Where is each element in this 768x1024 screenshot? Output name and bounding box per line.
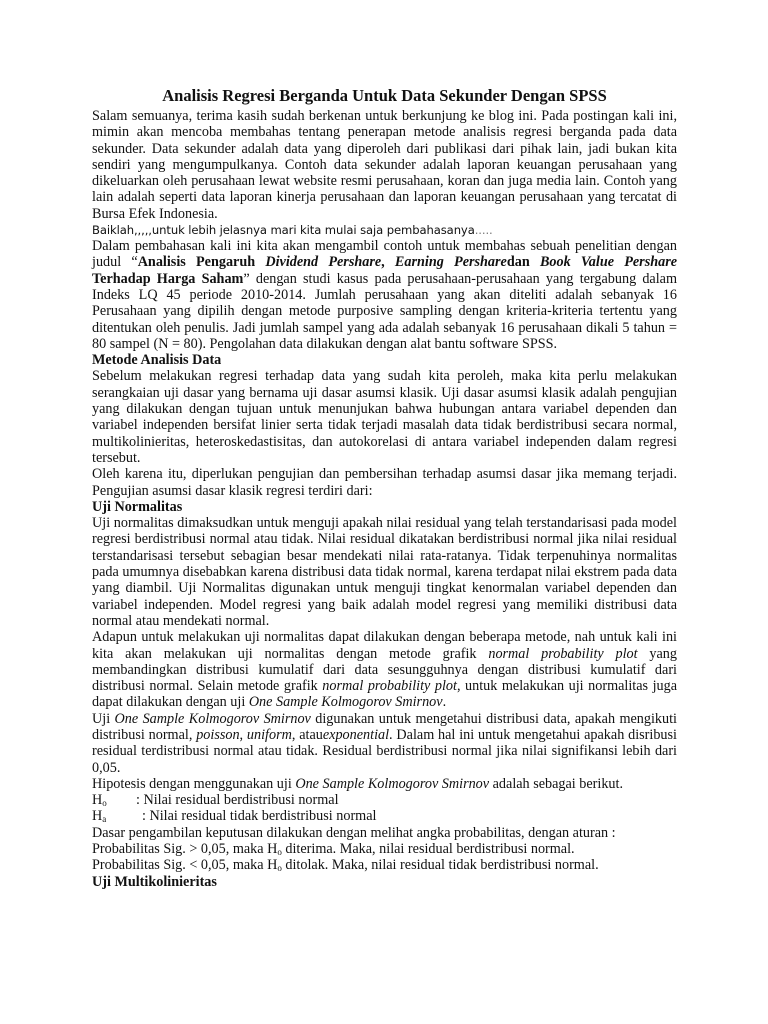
- metode-paragraph-1: Sebelum melakukan regresi terhadap data yang sudah kita peroleh, maka kita perlu melakukan serangkaian uji dasar yang bernama uji dasar asumsi klasik. Uji dasar asumsi klasik adalah pengujian yang dilakukan dengan tujuan untuk menunjukan bahwa hubungan antara variabel dependen dan variabel independen bersifat linier serta tidak terjadi masalah data tidak berdistribusi secara normal, multikolinieritas, heteroskedastisitas, dan autokorelasi di antara variabel independen dalam regresi tersebut.: [92, 368, 677, 466]
- baiklah-line: Baiklah,,,,,untuk lebih jelasnya mari kita mulai saja pembahasanya.....: [92, 223, 493, 238]
- document-title: Analisis Regresi Berganda Untuk Data Sekunder Dengan SPSS: [162, 86, 607, 105]
- intro-paragraph: Salam semuanya, terima kasih sudah berkenan untuk berkunjung ke blog ini. Pada postingan kali ini, mimin akan mencoba membahas tentang penerapan metode analisis regresi berganda pada data sekunder. Data sekunder adalah data yang diperoleh dari publikasi dari pihak lain, jadi bukan kita sendiri yang mengumpulkanya. Contoh data sekunder adalah laporan keuangan perusahaan yang dikeluarkan oleh perusahaan lewat website resmi perusahaan, koran dan juga media lain. Contoh yang lain adalah seperti data laporan kinerja perusahaan dan laporan keuangan perusahaan yang tercatat di Bursa Efek Indonesia.: [92, 108, 677, 222]
- hypothesis-h0: $H_o$ : Nilai residual berdistribusi normal: [92, 792, 339, 809]
- multikolinieritas-heading: Uji Multikolinieritas: [92, 873, 217, 890]
- metode-heading: Metode Analisis Data: [92, 352, 222, 369]
- rule-reject: Probabilitas Sig. < 0,05, maka $H_o$ ditolak. Maka, nilai residual tidak berdistribusi normal.: [92, 857, 599, 874]
- study-paragraph: Dalam pembahasan kali ini kita akan mengambil contoh untuk membahas sebuah penelitian dengan judul “Analisis Pengaruh Dividend Pershare, Earning Persharedan Book Value Pershare Terhadap Harga Saham” dengan studi kasus pada perusahaan-perusahaan yang tergabung dalam Indeks LQ 45 periode 2010-2014. Jumlah perusahaan yang akan diteliti adalah sebanyak 16 Perusahaan yang dipilih dengan metode purposive sampling dengan kriteria-kriteria tertentu yang ditentukan oleh penulis. Jadi jumlah sampel yang ada adalah sebanyak 16 perusahaan dikali 5 tahun = 80 sampel (N = 80). Pengolahan data dilakukan dengan alat bantu software SPSS.: [92, 238, 678, 352]
- normalitas-paragraph-1: Uji normalitas dimaksudkan untuk menguji apakah nilai residual yang telah terstandarisasi pada model regresi berdistribusi normal atau tidak. Nilai residual dikatakan berdistribusi normal jika nilai residual terstandarisasi tersebut sebagian besar mendekati nilai rata-ratanya. Tidak terpenuhinya normalitas pada umumnya disebabkan karena distribusi data tidak normal, karena terdapat nilai ekstrem pada data yang diambil. Uji Normalitas digunakan untuk menguji tingkat kenormalan variabel dependen dan variabel independen. Model regresi yang baik adalah model regresi yang memiliki distribusi data normal atau mendekati normal.: [92, 515, 677, 629]
- rule-accept: Probabilitas Sig. > 0,05, maka $H_o$ diterima. Maka, nilai residual berdistribusi normal.: [92, 841, 575, 858]
- normalitas-paragraph-2: Adapun untuk melakukan uji normalitas dapat dilakukan dengan beberapa metode, nah untuk kali ini kita akan melakukan uji normalitas dengan metode grafik normal probability plot yang membandingkan distribusi kumulatif dari data sesungguhnya dengan distribusi kumulatif dari distribusi normal. Selain metode grafik normal probability plot, untuk melakukan uji normalitas juga dapat dilakukan dengan uji One Sample Kolmogorov Smirnov.: [92, 629, 677, 711]
- document-page: [92, 86, 677, 890]
- normalitas-paragraph-3: Uji One Sample Kolmogorov Smirnov digunakan untuk mengetahui distribusi data, apakah mengikuti distribusi normal, poisson, uniform, atauexponential. Dalam hal ini untuk mengetahui apakah disribusi residual terdistribusi normal atau tidak. Residual berdistribusi normal jika nilai signifikansi lebih dari 0,05.: [92, 710, 677, 776]
- hipotesis-line: Hipotesis dengan menggunakan uji One Sample Kolmogorov Smirnov adalah sebagai berikut.: [92, 775, 624, 792]
- metode-paragraph-2: Oleh karena itu, diperlukan pengujian dan pembersihan terhadap asumsi dasar jika memang terjadi. Pengujian asumsi dasar klasik regresi terdiri dari:: [92, 466, 677, 499]
- keputusan-line: Dasar pengambilan keputusan dilakukan dengan melihat angka probabilitas, dengan aturan :: [92, 824, 616, 841]
- hypothesis-ha: $H_a$ : Nilai residual tidak berdistribusi normal: [92, 808, 377, 825]
- normalitas-heading: Uji Normalitas: [92, 498, 183, 515]
